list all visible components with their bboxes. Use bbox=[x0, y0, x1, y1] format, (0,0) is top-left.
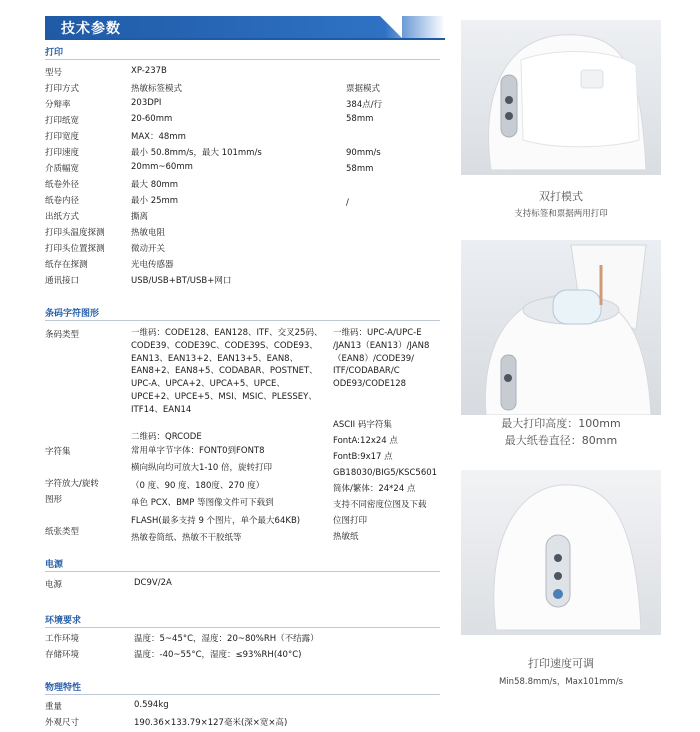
divider bbox=[45, 694, 440, 695]
print-row-value: XP-237B bbox=[131, 66, 167, 76]
caption-speed-sub: Min58.8mm/s，Max101mm/s bbox=[498, 677, 623, 687]
weight-label: 重量 bbox=[45, 702, 63, 712]
section-title-barcode: 条码字符图形 bbox=[45, 309, 100, 319]
charset-values: 常用单字节字体：FONT0到FONT8 横向纵向均可放大1-10 倍，旋转打印 （0 度、90 度、180度、270 度） 单色 PCX、BMP 等图像文件可下载到 FLASH(最多支持 9 个图片，单个最大64KB) 热敏卷筒纸、热敏不干胶纸等 bbox=[131, 446, 301, 544]
print-row-value: 微动开关 bbox=[131, 244, 166, 254]
print-row-label: 打印速度 bbox=[45, 148, 80, 158]
env-work-label: 工作环境 bbox=[45, 634, 80, 644]
charset-label: 字符集 bbox=[45, 447, 71, 457]
paper-type-label: 纸张类型 bbox=[45, 527, 80, 537]
dimension-label: 外观尺寸 bbox=[45, 718, 80, 728]
caption-max-height: 最大打印高度：100mm bbox=[501, 417, 621, 430]
power-value: DC9V/2A bbox=[134, 578, 172, 588]
print-row-label: 打印方式 bbox=[45, 84, 80, 94]
print-row-value: USB/USB+BT/USB+网口 bbox=[131, 276, 232, 286]
printer-front-image bbox=[461, 470, 661, 635]
section-header bbox=[45, 16, 445, 38]
charset-right-values: ASCII 码字符集 FontA:12x24 点 FontB:9x17 点 GB18030/BIG5/KSC5601 简体/繁体：24*24 点 支持不同密度位图及下载 位图打印 热敏纸 bbox=[333, 420, 438, 542]
print-row-value: 撕离 bbox=[131, 212, 149, 222]
print-row-label: 出纸方式 bbox=[45, 212, 80, 222]
print-row-value2: 58mm bbox=[346, 164, 374, 174]
print-row-value: 光电传感器 bbox=[131, 260, 174, 270]
weight-value: 0.594kg bbox=[134, 700, 169, 710]
print-row-label: 纸存在探测 bbox=[45, 260, 88, 270]
print-row-label: 介质幅宽 bbox=[45, 164, 80, 174]
print-row-value: 最小 50.8mm/s，最大 101mm/s bbox=[131, 148, 262, 158]
print-row-value: 20mm~60mm bbox=[131, 162, 193, 172]
graphic-label: 图形 bbox=[45, 495, 63, 505]
print-row-value: 最小 25mm bbox=[131, 196, 179, 206]
qr-code-value: 二维码：QRCODE bbox=[131, 432, 202, 442]
print-row-label: 打印纸宽 bbox=[45, 116, 80, 126]
section-title-physical: 物理特性 bbox=[45, 683, 82, 693]
env-storage-label: 存储环境 bbox=[45, 650, 80, 660]
barcode-type-label: 条码类型 bbox=[45, 330, 80, 340]
caption-max-roll: 最大纸卷直径：80mm bbox=[504, 434, 618, 447]
printer-photo-front bbox=[461, 470, 661, 635]
env-work-value: 温度：5~45°C，湿度：20~80%RH（不结露） bbox=[134, 634, 319, 644]
page-title: 技术参数 bbox=[61, 21, 121, 37]
print-row-value: MAX：48mm bbox=[131, 132, 186, 142]
print-row-value: 20-60mm bbox=[131, 114, 173, 124]
rotate-label: 字符放大/旋转 bbox=[45, 479, 99, 489]
print-row-value2: 票据模式 bbox=[346, 84, 381, 94]
print-row-label: 纸卷外径 bbox=[45, 180, 80, 190]
section-title-print: 打印 bbox=[45, 48, 64, 58]
section-title-env: 环境要求 bbox=[45, 616, 82, 626]
printer-photo-open bbox=[461, 240, 661, 415]
print-row-value2: 90mm/s bbox=[346, 148, 381, 158]
header-underline bbox=[45, 38, 445, 40]
print-row-value: 热敏电阻 bbox=[131, 228, 166, 238]
print-row-label: 打印头位置探测 bbox=[45, 244, 105, 254]
print-row-label: 通讯接口 bbox=[45, 276, 80, 286]
print-row-value: 203DPI bbox=[131, 98, 162, 108]
caption-speed-title: 打印速度可调 bbox=[528, 657, 594, 670]
divider bbox=[45, 571, 440, 572]
env-storage-value: 温度：-40~55°C，湿度：≤93%RH(40°C) bbox=[134, 650, 302, 660]
print-row-label: 打印宽度 bbox=[45, 132, 80, 142]
printer-photo-closed bbox=[461, 20, 661, 175]
barcode-type-value: 一维码：CODE128、EAN128、ITF、交叉25码、 CODE39、CODE39C、CODE39S、CODE93、 EAN13、EAN13+2、EAN13+5、EAN8、 EAN8+2、EAN8+5、CODABAR、POSTNET、 UPC-A、UPCA+2、UPCA+5、UPCE、 UPCE+2、UPCE+5、MSI、MSIC、PLESSEY、 ITF14、EAN14 bbox=[131, 328, 323, 415]
printer-closed-image bbox=[461, 20, 661, 175]
printer-open-image bbox=[461, 240, 661, 415]
divider bbox=[45, 320, 440, 321]
dimension-value: 190.36×133.79×127毫米(深×宽×高) bbox=[134, 718, 288, 728]
print-row-label: 分辩率 bbox=[45, 100, 71, 110]
print-row-value: 最大 80mm bbox=[131, 180, 179, 190]
caption-dual-sub: 支持标签和票据两用打印 bbox=[514, 209, 608, 219]
section-title-power: 电源 bbox=[45, 560, 64, 570]
print-row-value2: 58mm bbox=[346, 114, 374, 124]
print-row-value: 热敏标签模式 bbox=[131, 84, 183, 94]
print-row-label: 型号 bbox=[45, 68, 63, 78]
print-row-label: 纸卷内径 bbox=[45, 196, 80, 206]
barcode-type-value2: 一维码：UPC-A/UPC-E /JAN13（EAN13）/JAN8 （EAN8）/CODE39/ ITF/CODABAR/C ODE93/CODE128 bbox=[333, 328, 430, 390]
divider bbox=[45, 59, 440, 60]
print-row-label: 打印头温度探测 bbox=[45, 228, 105, 238]
print-row-value2: / bbox=[346, 198, 349, 208]
divider bbox=[45, 627, 440, 628]
header-notch bbox=[380, 16, 402, 38]
power-label: 电源 bbox=[45, 580, 63, 590]
print-row-value2: 384点/行 bbox=[346, 100, 383, 110]
caption-dual-title: 双打模式 bbox=[539, 190, 583, 203]
